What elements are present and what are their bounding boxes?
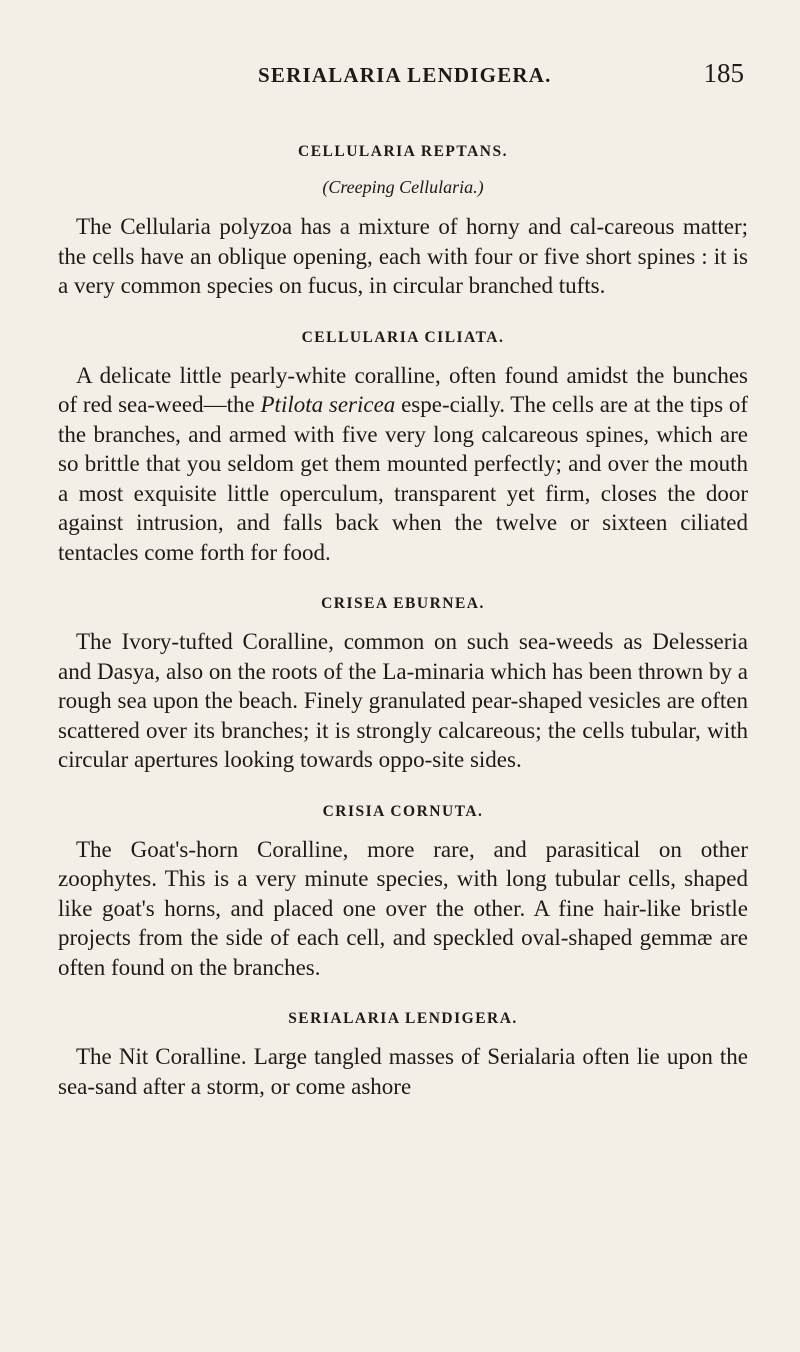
page-number: 185 <box>703 58 744 88</box>
section-heading: CELLULARIA REPTANS. <box>298 143 508 160</box>
section-serialaria-lendigera <box>58 1010 748 1101</box>
section-paragraph: The Nit Coralline. Large tangled masses of Serialaria often lie upon the sea-sand after a storm, or come ashore <box>58 1044 748 1099</box>
section-heading: CELLULARIA CILIATA. <box>301 328 505 346</box>
page-body <box>58 143 748 1129</box>
section-heading: SERIALARIA LENDIGERA. <box>288 1010 518 1027</box>
paragraph-text: A delicate little pearly-white coralline, often found amidst the bunches of red sea-weed—the <box>58 362 748 417</box>
section-crisia-cornuta <box>58 803 748 983</box>
section-cellularia-reptans <box>58 143 748 301</box>
italic-species-name: Ptilota sericea <box>260 392 396 417</box>
section-paragraph: The Cellularia polyzoa has a mixture of horny and cal-careous matter; the cells have an oblique opening, each with four or five short spines : it is a very common species on fucus, in circular branched tufts. <box>58 214 748 298</box>
section-subheading: (Creeping Cellularia.) <box>322 177 484 197</box>
section-paragraph: The Ivory-tufted Coralline, common on such sea-weeds as Delesseria and Dasya, also on the roots of the La-minaria which has been thrown by a rough sea upon the beach. Finely granulated pear-shaped vesicles are often scattered over its branches; it is strongly calcareous; the cells tubular, with circular apertures looking towards oppo-site sides. <box>58 629 748 772</box>
running-header <box>258 58 744 89</box>
section-cellularia-ciliata <box>58 329 748 568</box>
section-heading: CRISEA EBURNEA. <box>321 595 485 612</box>
section-paragraph <box>58 361 748 568</box>
paragraph-text: espe-cially. The cells are at the tips of the branches, and armed with five very long calcareous spines, which are so brittle that you seldom get them mounted perfectly; and over the mouth a most exquisite little operculum, transparent yet firm, closes the door against intrusion, and falls back when the twelve or sixteen ciliated tentacles come forth for food. <box>58 392 749 565</box>
running-title: SERIALARIA LENDIGERA. <box>258 63 552 87</box>
section-paragraph: The Goat's-horn Coralline, more rare, and parasitical on other zoophytes. This is a very minute species, with long tubular cells, shaped like goat's horns, and placed one over the other. A fine hair-like bristle projects from the side of each cell, and speckled oval-shaped gemmæ are often found on the branches. <box>58 836 748 980</box>
section-heading: CRISIA CORNUTA. <box>322 802 484 820</box>
section-crisea-eburnea <box>58 595 748 775</box>
